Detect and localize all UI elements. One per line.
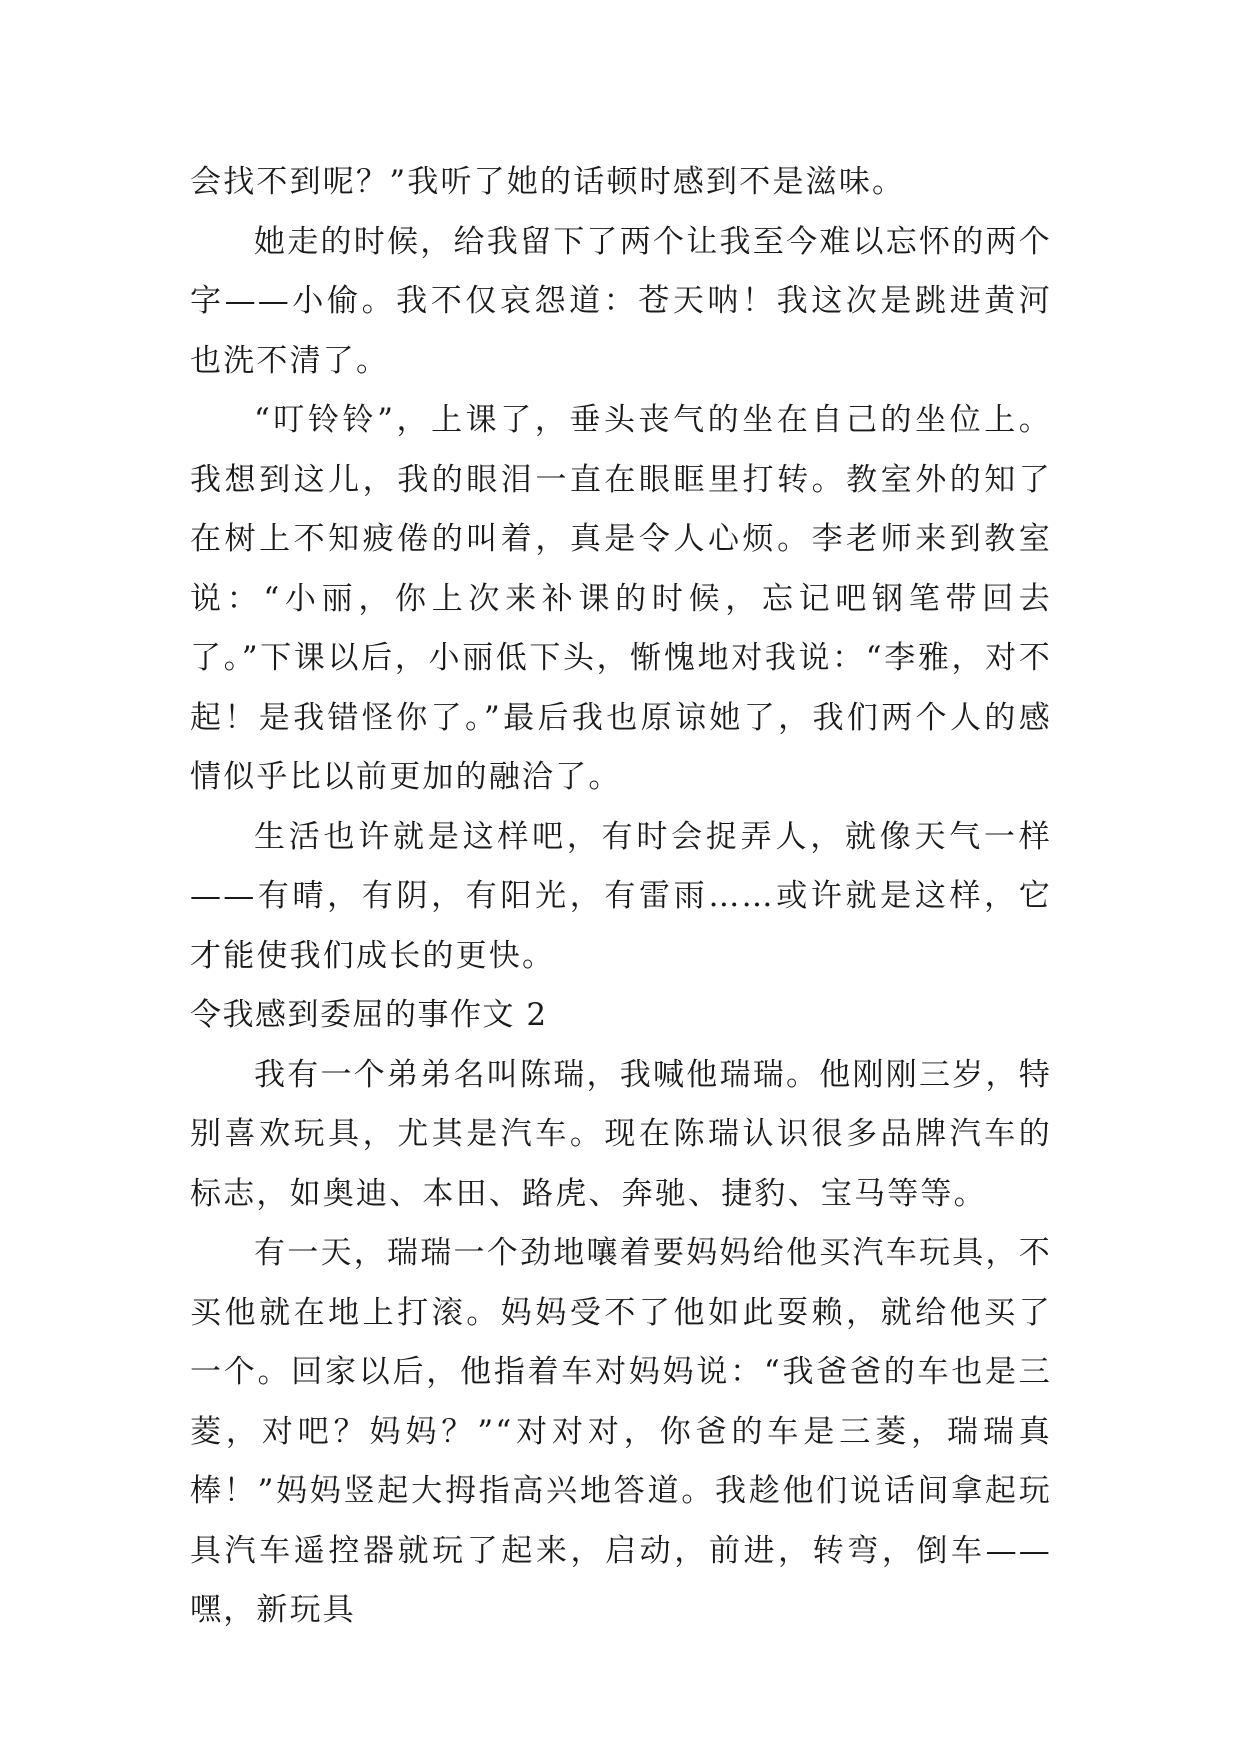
paragraph-3: “叮铃铃”，上课了，垂头丧气的坐在自己的坐位上。我想到这儿，我的眼泪一直在眼眶里打转。教室外的知了在树上不知疲倦的叫着，真是令人心烦。李老师来到教室说：“小丽，你上次来补课的时候，忘记吧钢笔带回去了。”下课以后，小丽低下头，惭愧地对我说：“李雅，对不起！是我错怪你了。”最后我也原谅她了，我们两个人的感情似乎比以前更加的融洽了。 bbox=[190, 402, 1052, 795]
document-body bbox=[190, 153, 1052, 1641]
paragraph-4: 生活也许就是这样吧，有时会捉弄人，就像天气一样——有晴，有阴，有阳光，有雷雨……或许就是这样，它才能使我们成长的更快。 bbox=[190, 818, 1052, 974]
section-paragraph-2: 有一天，瑞瑞一个劲地嚷着要妈妈给他买汽车玩具，不买他就在地上打滚。妈妈受不了他如此耍赖，就给他买了一个。回家以后，他指着车对妈妈说：“我爸爸的车也是三菱，对吧？妈妈？”“对对对，你爸的车是三菱，瑞瑞真棒！”妈妈竖起大拇指高兴地答道。我趁他们说话间拿起玩具汽车遥控器就玩了起来，启动，前进，转弯，倒车——嘿，新玩具 bbox=[190, 1235, 1052, 1628]
section-paragraph-1: 我有一个弟弟名叫陈瑞，我喊他瑞瑞。他刚刚三岁，特别喜欢玩具，尤其是汽车。现在陈瑞认识很多品牌汽车的标志，如奥迪、本田、路虎、奔驰、捷豹、宝马等等。 bbox=[190, 1056, 1052, 1212]
paragraph-2: 她走的时候，给我留下了两个让我至今难以忘怀的两个字——小偷。我不仅哀怨道：苍天呐！我这次是跳进黄河也洗不清了。 bbox=[190, 223, 1052, 379]
paragraph-1: 会找不到呢？”我听了她的话顿时感到不是滋味。 bbox=[190, 164, 906, 200]
section-title: 令我感到委屈的事作文 2 bbox=[190, 997, 548, 1033]
